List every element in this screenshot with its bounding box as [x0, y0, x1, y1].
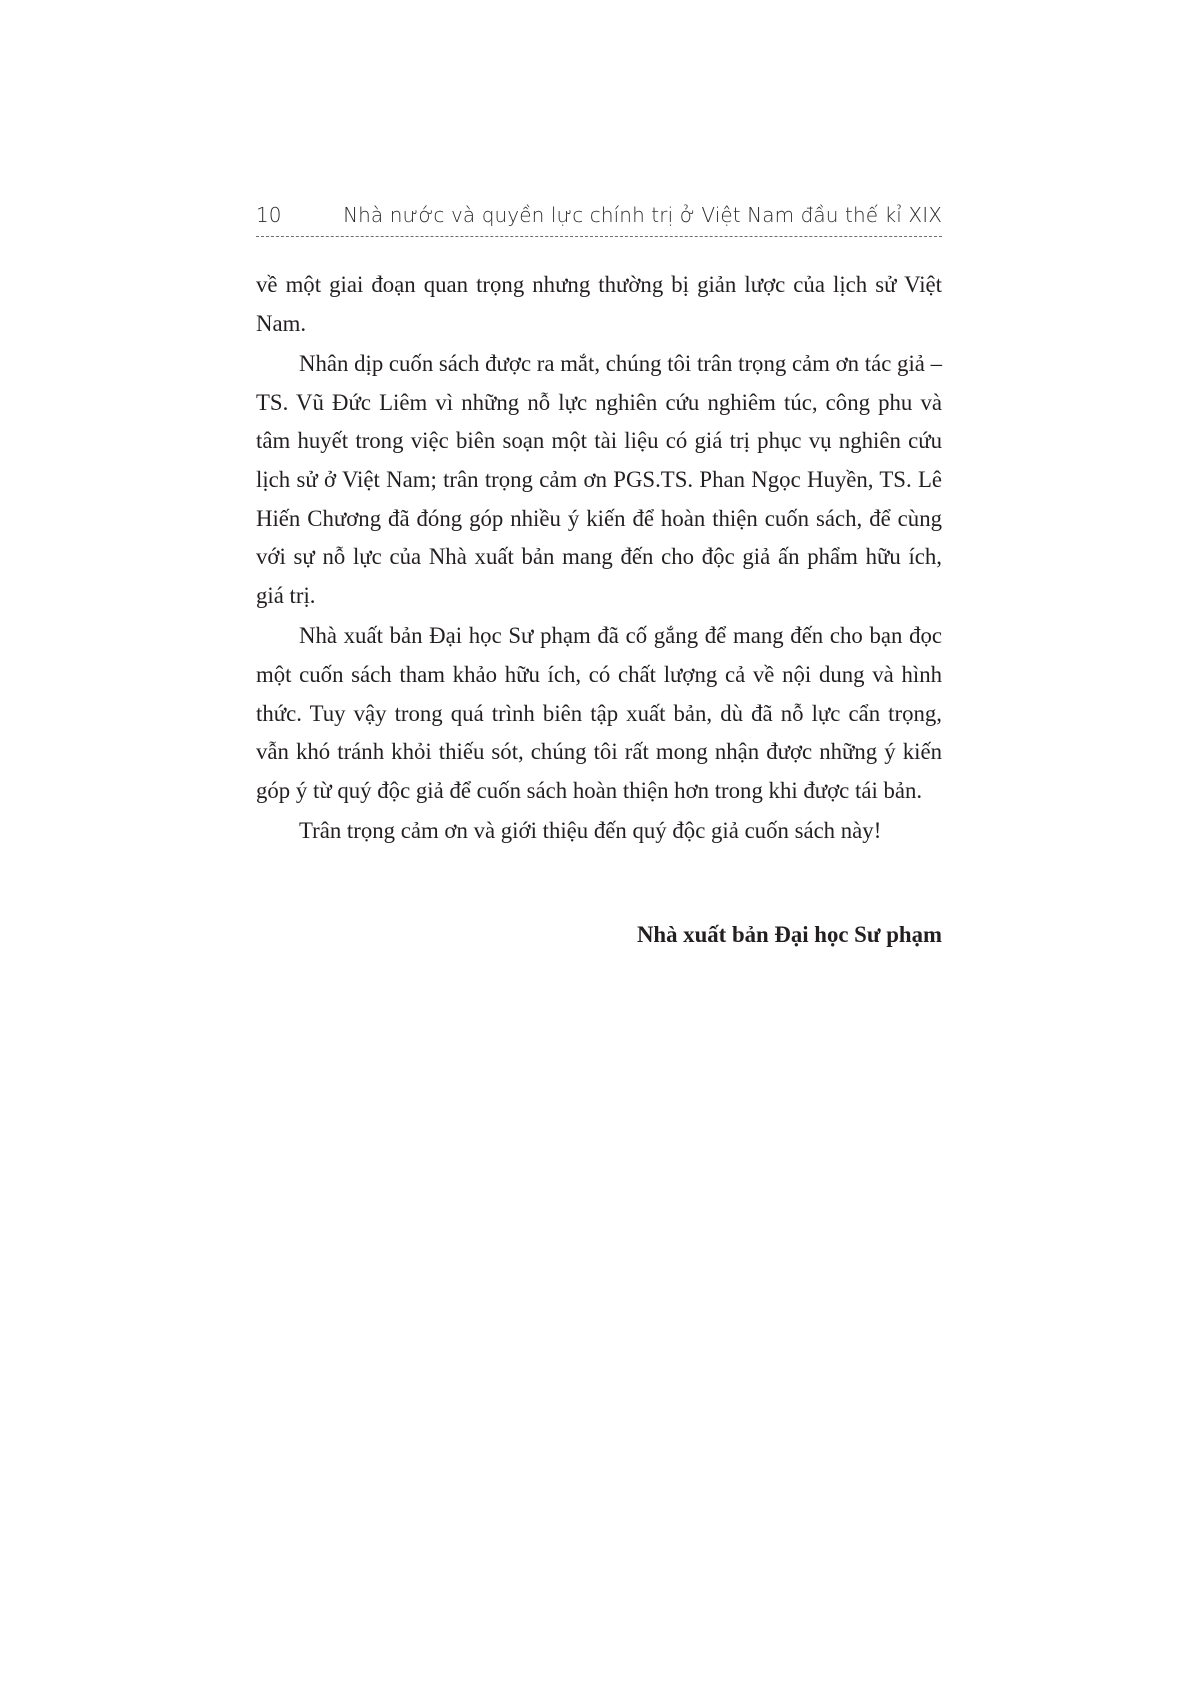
running-title: Nhà nước và quyền lực chính trị ở Việt Nam đầu thế kỉ XIX — [343, 203, 942, 227]
paragraph-publisher-note: Nhà xuất bản Đại học Sư phạm đã cố gắng để mang đến cho bạn đọc một cuốn sách tham khảo hữu ích, có chất lượng cả về nội dung và hình thức. Tuy vậy trong quá trình biên tập xuất bản, dù đã nỗ lực cẩn trọng, vẫn khó tránh khỏi thiếu sót, chúng tôi rất mong nhận được những ý kiến góp ý từ quý độc giả để cuốn sách hoàn thiện hơn trong khi được tái bản. — [256, 623, 942, 803]
running-header — [256, 203, 942, 237]
paragraph-closing: Trân trọng cảm ơn và giới thiệu đến quý độc giả cuốn sách này! — [299, 818, 882, 844]
body-text — [256, 266, 942, 851]
page-number: 10 — [256, 203, 282, 227]
publisher-signature: Nhà xuất bản Đại học Sư phạm — [636, 922, 942, 947]
paragraph-acknowledgements: Nhân dịp cuốn sách được ra mắt, chúng tôi trân trọng cảm ơn tác giả – TS. Vũ Đức Liêm vì những nỗ lực nghiên cứu nghiêm túc, công phu và tâm huyết trong việc biên soạn một tài liệu có giá trị phục vụ nghiên cứu lịch sử ở Việt Nam; trân trọng cảm ơn PGS.TS. Phan Ngọc Huyền, TS. Lê Hiến Chương đã đóng góp nhiều ý kiến để hoàn thiện cuốn sách, để cùng với sự nỗ lực của Nhà xuất bản mang đến cho độc giả ấn phẩm hữu ích, giá trị. — [256, 351, 942, 608]
paragraph-continuation: về một giai đoạn quan trọng nhưng thường bị giản lược của lịch sử Việt Nam. — [256, 272, 942, 336]
